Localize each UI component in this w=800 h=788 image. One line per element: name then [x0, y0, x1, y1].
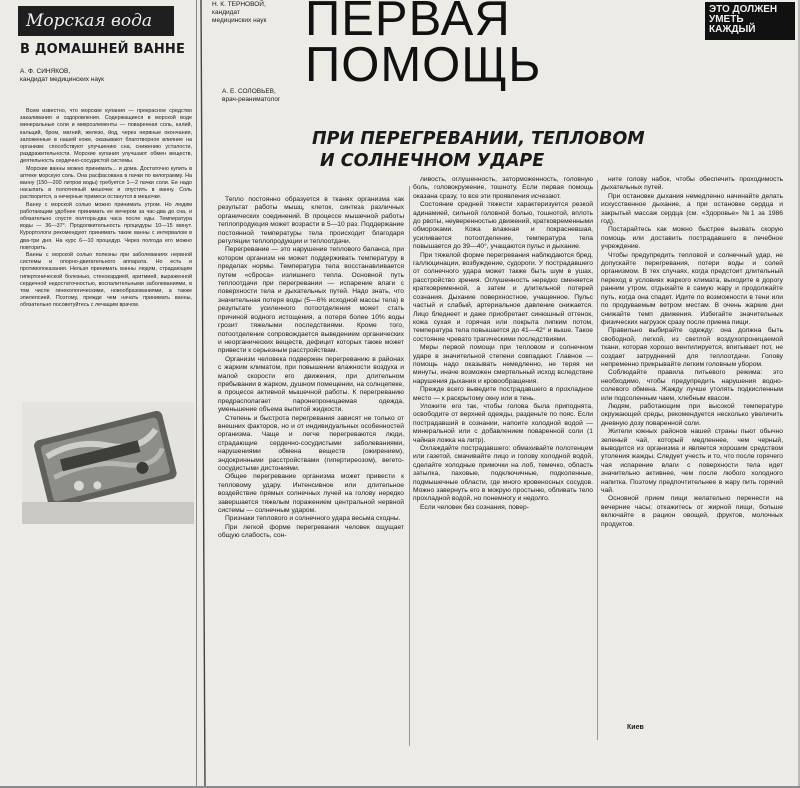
article-paragraph: Организм человека подвержен перегреванию в районах с жарким климатом, при повышении влажности воздуха и малой скорости его движения, при длительном пребывании в жарком, душном помещении, на солнцепеке, в процессе активной мышечной работы. К перегреванию предрасполагает паронепроницаемая одежда, уменьшение объема выпитой жидкости. — [218, 355, 404, 414]
article-paragraph: Жители южных районов нашей страны пьют обычно зеленый чай, который медленнее, чем черный, выводится из организма и является хорошим средством утоления жажды. Следует учесть и то, что после горячего чая испарение влаги с поверхности тела идет значительно активнее, чем после любого холодного напитка. Поэтому предпочтительнее в жару пить горячий чай. — [601, 428, 783, 495]
article-paragraph: Меры первой помощи при тепловом и солнечном ударе в значительной степени совпадают. Главное — помощь надо оказывать немедленно, не теряя ни минуты, иначе возможен смертельный исход вследствие нарушения дыхания и кровообращения. — [413, 344, 593, 385]
tagline-line1: ЭТО ДОЛЖЕН — [709, 4, 778, 15]
sidebar-paragraph: Ванну с морской солью можно принимать утром. Но людям работающим удобнее принимать ее вечером за час-два до сна, и обязательно спустя полтора-два часа после еды. Температура воды — 36—37°. Продолжительность процедуры 10—15 минут. Курортологи рекомендуют принимать такие ванны с интервалом в два-три дня. На курс 6—10 процедур. Через полгода его можно повторить. — [20, 201, 192, 251]
sidebar-paragraph: Морские ванны можно принимать... и дома. Достаточно купить в аптеке морскую соль. Она расфасована в пачки по килограмму. На ванну (150—200 литров воды) требуется 1—2 пачки соли. Ее надо насыпать в полотняный мешочек и опустить в ванну. Соль растворится, а нечерные примеси останутся в мешочке. — [20, 165, 192, 201]
article-signoff: Киев — [627, 724, 644, 731]
sidebar-author-name: А. Ф. СИНЯКОВ, — [20, 68, 71, 75]
article-paragraph: ните голову набок, чтобы обеспечить проходимость дыхательных путей. — [601, 176, 783, 192]
byline-top — [212, 1, 266, 25]
column-divider — [597, 180, 598, 740]
byline-main-name: А. Е. СОЛОВЬЕВ, — [222, 88, 276, 95]
sea-salt-package-photo — [22, 402, 194, 524]
article-paragraph: Уложите его так, чтобы голова была приподнята, освободите от верхней одежды, разденьте по пояс. Если пострадавший в сознании, напоите холодной водой — минеральной или с добавлением поваренной соли (1 чайная ложка на литр). — [413, 402, 593, 444]
byline-top-title1: кандидат — [212, 9, 240, 16]
byline-main-title: врач-реаниматолог — [222, 96, 281, 103]
article-paragraph: Основной прием пищи желательно перенести на вечерние часы; откажитесь от жирной пищи, больше включайте в рацион овощей, фруктов, молочных продуктов. — [601, 495, 783, 528]
headline — [305, 0, 542, 92]
article-paragraph: Правильно выбирайте одежду: она должна быть свободной, легкой, из светлой воздухопроницаемой ткани, которая хорошо вентилируется, впитывает пот, не создает затруднений для теплоотдачи. Голову непременно прикрывайте легким головным убором. — [601, 327, 783, 368]
article-paragraph: Чтобы предупредить тепловой и солнечный удар, не допускайте перегревания, потери воды и солей организмом. В тех случаях, когда предстоит длительный переход в условиях жаркого климата, выходите в дорогу ранним утром, отдыхайте в самую жару и продолжайте путь, когда она спадет. Идите по возможности в тени или по продуваемым ветром местам. В очень жаркие дни снижайте темп движения. Избегайте значительных физических нагрузок сразу после приема пищи. — [601, 251, 783, 326]
column-divider — [409, 186, 410, 746]
article-paragraph: Если человек без сознания, повер- — [420, 503, 529, 511]
pencil-margin-line — [198, 0, 208, 786]
sidebar-paragraph: Ванны с морской солью полезны при заболеваниях нервной системы и опорно-двигательного аппарата. Но есть и противопоказания. Нельзя принимать ванны людям, страдающим гипертонической болезнью, стенокардией, аритмией, выраженной сердечной недостаточностью, воспалительными заболеваниями, в том числе гинекологическими, новообразованиями, а также эпилепсией. Поэтому, прежде чем начать принимать ванны, обязательно посоветуйтесь с лечащим врачом. — [20, 252, 192, 309]
sidebar-author-title: кандидат медицинских наук — [20, 76, 104, 83]
article-paragraph: Состояние средней тяжести характеризуется резкой адинамией, сильной головной болью, тошнотой, вплоть до рвоты, неуверенностью движений, кратковременными обмороками. Кожа влажная и покрасневшая, усиливается потоотделение, температура тела повышается до 39—40°, учащаются пульс и дыхание. — [413, 201, 593, 251]
sidebar-body — [20, 108, 192, 310]
tagline-line3: КАЖДЫЙ — [709, 24, 756, 35]
article-paragraph: Признаки теплового и солнечного удара весьма сходны. — [225, 515, 401, 523]
article-column-1 — [218, 196, 404, 541]
sidebar-rubric: Морская вода — [18, 6, 174, 36]
article-paragraph: При тяжелой форме перегревания наблюдаются бред, галлюцинации, возбуждение, судороги. У пострадавшего от солнечного удара может также быть шум в ушах, расстройство зрения. Оглушенность нередко сменяется кратковременной, а затем и длительной потерей сознания. Дыхание поверхностное, учащенное. Пульс частый и слабый, артериальное давление снижается. Лицо бледнеет и даже приобретает синюшный оттенок, кожа сухая и горячая или покрыта липким потом, температура тела повышается до 41—42° и выше. Такое состояние чревато трагическими последствиями. — [413, 251, 593, 343]
tagline-box — [705, 2, 795, 40]
byline-main — [222, 88, 280, 104]
article-paragraph: Соблюдайте правила питьевого режима: это необходимо, чтобы предупредить нарушения водно-солевого обмена. Жажду лучше утолять подкисленным или подсоленным чаем, хлебным квасом. — [601, 369, 783, 402]
sidebar-author — [20, 68, 104, 84]
article-paragraph: ливость, оглушенность, заторможенность, головную боль, головокружение, тошноту. Если первая помощь оказана сразу, то все эти проявления исчезают. — [413, 176, 593, 200]
article-column-2 — [413, 176, 593, 512]
article-paragraph: Степень и быстрота перегревания зависят не только от внешних факторов, но и от индивидуальных особенностей организма. Чаще и легче перегреваются люди, страдающие сердечно-сосудистыми заболеваниями, нарушениями обмена веществ (ожирением), эндокринными расстройствами (гипертиреозом), вегето-сосудистыми дистониями. — [218, 414, 404, 472]
sidebar-title: В ДОМАШНЕЙ ВАННЕ — [20, 42, 186, 57]
tagline-line2: УМЕТЬ — [709, 14, 744, 25]
article-paragraph: При остановке дыхания немедленно начинайте делать искусственное дыхание, а при остановке сердца и закрытый массаж сердца (см. «Здоровье» №1 за 1986 год). — [601, 192, 783, 226]
article-paragraph: Тепло постоянно образуется в тканях организма как результат работы мышц, клеток, синтеза различных органических соединений. В процессе мышечной работы теплопродукция может возрасти в 5—10 раз. Поддержание постоянной температуры тела происходит благодаря регуляции теплопродукции и теплоотдачи. — [218, 196, 404, 246]
headline-line2: ПОМОЩЬ — [305, 38, 542, 92]
article-paragraph: Постарайтесь как можно быстрее вызвать скорую помощь или доставить пострадавшего в лечебное учреждение. — [601, 226, 783, 251]
byline-top-title2: медицинских наук — [212, 17, 267, 24]
subtitle-line2: И СОЛНЕЧНОМ УДАРЕ — [320, 151, 545, 171]
article-column-3 — [601, 176, 783, 529]
headline-line1: ПЕРВАЯ — [305, 0, 511, 46]
article-paragraph: При легкой форме перегревания человек ощущает общую слабость, сон- — [218, 523, 404, 540]
article-paragraph: Людям, работающим при высокой температуре окружающей среды, рекомендуется несколько увеличить дневную дозу поваренной соли. — [601, 402, 783, 427]
article-paragraph: Перегревание — это нарушение теплового баланса, при котором организм не может поддерживать температуру в пределах нормы. Температура тела восстанавливается путем «сброса» излишнего тепла. Основной путь теплоотдачи при перегревании — испарение влаги с поверхности тела и дыхательных путей. Надо знать, что значительная потеря воды (5—6% исходной массы тела) в результате усиленного потоотделения может стать причиной водного истощения, а потеря более 10% воды грозит тяжелыми последствиями. Кроме того, потоотделение сопровождается выведением органических и неорганических веществ, дефицит которых также может привести к серьезным расстройствам. — [218, 246, 404, 355]
sidebar-article — [0, 0, 197, 786]
article-paragraph: Прежде всего выведите пострадавшего в прохладное место — к раскрытому окну или в тень. — [413, 386, 593, 402]
article-paragraph: Охлаждайте пострадавшего: обмахивайте полотенцем или газетой, смачивайте лицо и голову холодной водой, сделайте холодные примочки на лоб, темечко, область затылка, паховые, подключичные, подколенные, подмышечные области, где много кровеносных сосудов. Можно завернуть его в мокрую простыню, обливать тело прохладной водой, но понемногу и недолго. — [413, 445, 593, 503]
sidebar-paragraph: Всем известно, что морские купания — прекрасное средство закаливания и оздоровления. Содержащиеся в морской воде минеральные соли и микроэлементы — поваренная соль, калий, кальций, бром, магний, железо, йод, через нервные окончания, заложенные в нашей коже, оказывают благотворное влияние на организм: способствуют улучшению сна, снижению усталости, раздражительности. Морские купания улучшают обмен веществ, деятельность сердечно-сосудистой системы. — [20, 108, 192, 165]
byline-top-name: Н. К. ТЕРНОВОЙ, — [212, 1, 266, 8]
article-paragraph: Общее перегревание организма может привести к тепловому удару. Интенсивное или длительное воздействие прямых солнечных лучей на голову нередко завершается тяжелым поражением центральной нервной системы — солнечным ударом. — [218, 473, 404, 515]
sea-salt-package-image — [22, 402, 194, 524]
subtitle-line1: ПРИ ПЕРЕГРЕВАНИИ, ТЕПЛОВОМ — [312, 129, 645, 149]
headline-subtitle — [312, 128, 788, 172]
